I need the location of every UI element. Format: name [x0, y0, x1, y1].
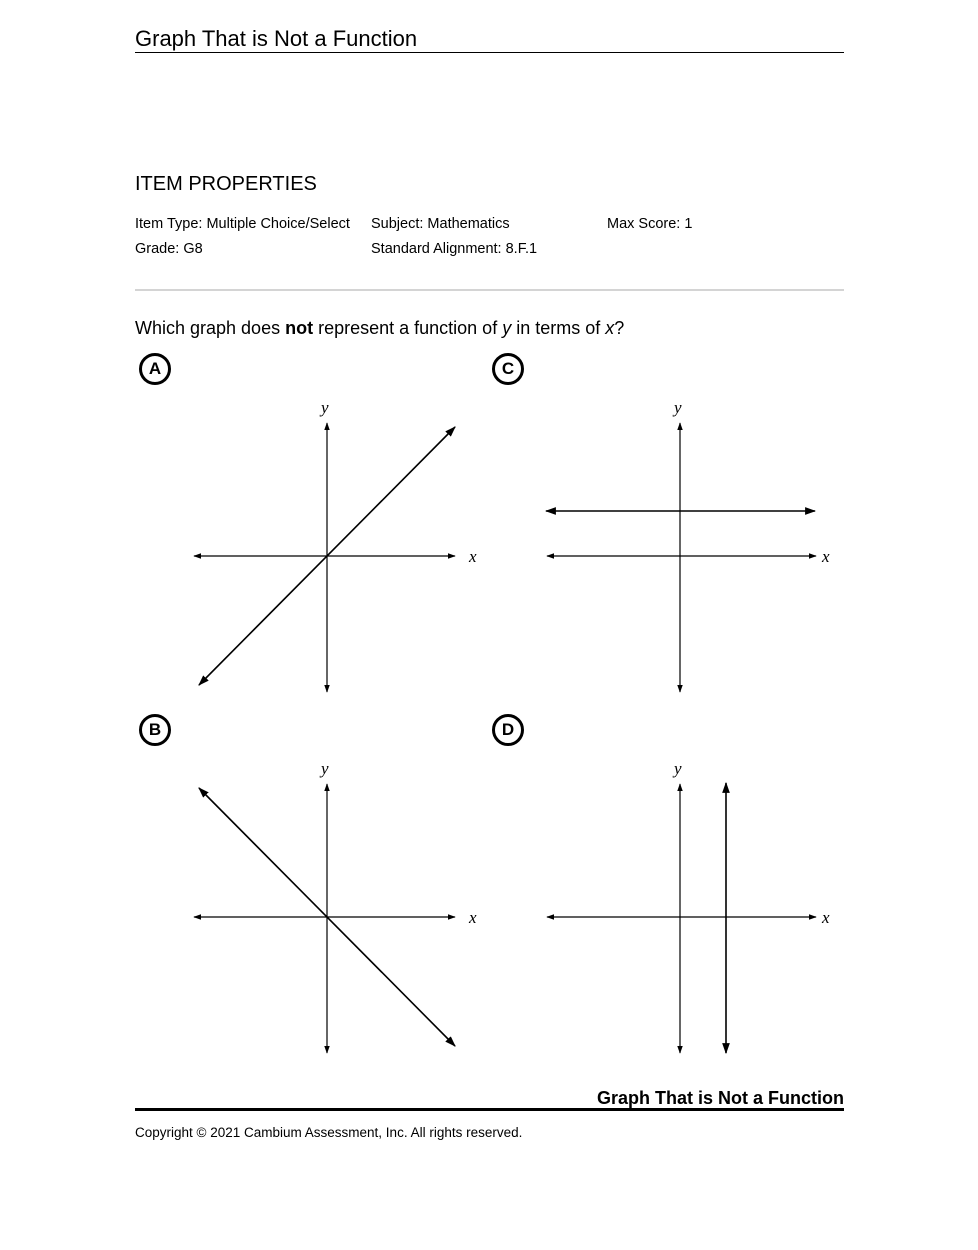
x-axis-label: x — [822, 908, 830, 927]
y-axis-label: y — [674, 759, 682, 778]
max-score: Max Score: 1 — [607, 216, 693, 232]
y-axis-label: y — [321, 398, 329, 417]
graph-option-a[interactable] — [190, 395, 485, 695]
page-title: Graph That is Not a Function — [135, 26, 418, 51]
footer-rule — [135, 1108, 844, 1111]
x-axis-label: x — [469, 908, 477, 927]
y-axis-label: y — [674, 398, 682, 417]
header-rule — [135, 52, 844, 53]
question-stem: Which graph does not represent a function of y in terms of x? — [135, 318, 625, 338]
option-d-button[interactable]: D — [492, 714, 524, 746]
y-axis-label: y — [321, 759, 329, 778]
grade: Grade: G8 — [135, 241, 203, 257]
option-b-button[interactable]: B — [139, 714, 171, 746]
option-c-button[interactable]: C — [492, 353, 524, 385]
graph-option-c[interactable] — [543, 395, 838, 695]
emphasis-not: not — [285, 318, 314, 338]
graph-option-b[interactable] — [190, 756, 485, 1056]
copyright: Copyright © 2021 Cambium Assessment, Inc. All rights reserved. — [135, 1125, 523, 1140]
option-a-button[interactable]: A — [139, 353, 171, 385]
graph-option-d[interactable] — [543, 756, 838, 1056]
subject: Subject: Mathematics — [371, 216, 510, 232]
footer-title: Graph That is Not a Function — [597, 1088, 844, 1108]
item-properties-heading: ITEM PROPERTIES — [135, 173, 317, 195]
section-divider — [135, 289, 844, 291]
item-type: Item Type: Multiple Choice/Select — [135, 216, 350, 232]
standard-alignment: Standard Alignment: 8.F.1 — [371, 241, 538, 257]
x-axis-label: x — [822, 547, 830, 566]
x-axis-label: x — [469, 547, 477, 566]
